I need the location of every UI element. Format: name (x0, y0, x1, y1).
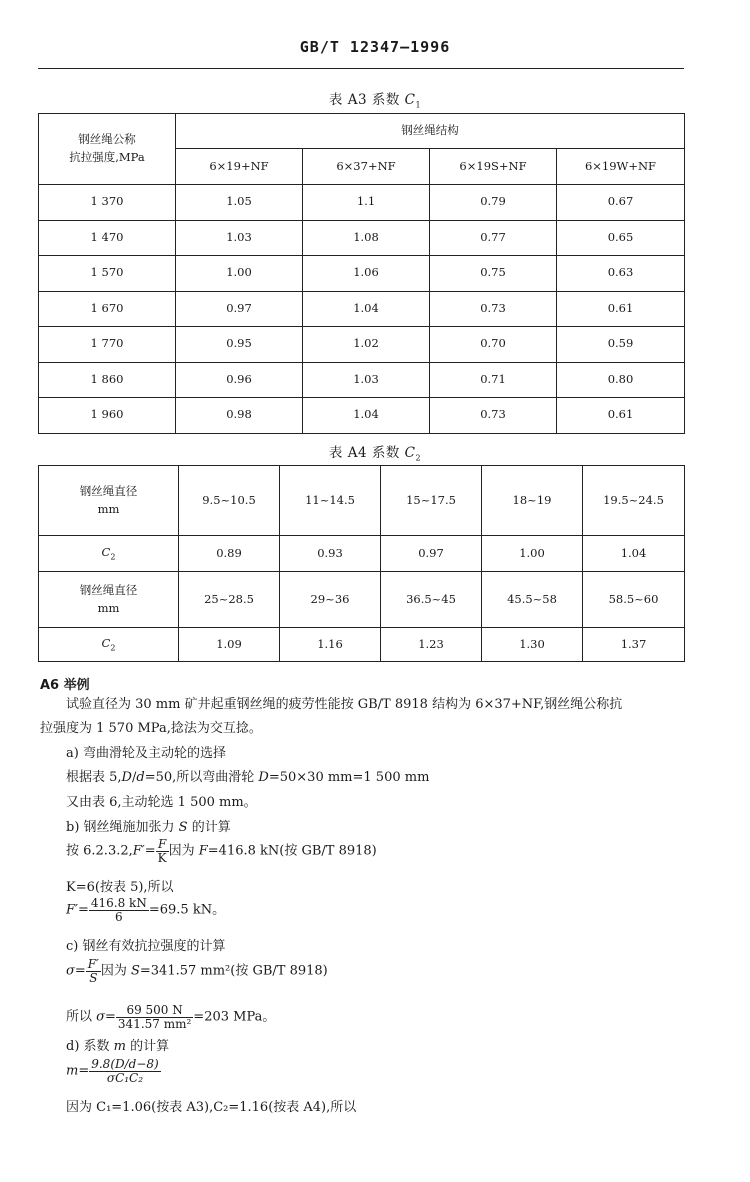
strength-cell: 1 570 (39, 256, 176, 292)
diameter-label-line1: 钢丝绳直径 (79, 582, 138, 597)
table-a3-col-header: 6×19+NF (176, 149, 303, 185)
table-a4 (38, 465, 685, 662)
example-para-line2: 拉强度为 1 570 MPa,捻法为交互捻。 (40, 721, 262, 736)
var-sigma: σ (66, 963, 75, 979)
coefficient-cell: 0.79 (430, 185, 557, 221)
step-b-line1: 按 6.2.3.2,F′= $\frac{F}{K}$ 因为 F=416.8 kN(按 GB/T 8918) (66, 837, 377, 865)
frac-den: 341.57 mm² (117, 1016, 192, 1031)
table-a3-row-header-line2: 抗拉强度,MPa (69, 150, 145, 164)
step-b-line1-post: =416.8 kN(按 GB/T 8918) (207, 843, 377, 859)
coefficient-row (39, 628, 685, 662)
table-row (39, 398, 685, 434)
section-a6-title: A6 举例 (40, 678, 90, 693)
step-a-line1-mid: =50,所以弯曲滑轮 (144, 770, 259, 785)
table-row (39, 327, 685, 363)
table-row (39, 362, 685, 398)
coefficient-cell: 0.59 (557, 327, 685, 363)
frac-den: 6 (115, 909, 123, 924)
step-c-line2-post: =203 MPa。 (193, 1009, 276, 1025)
coefficient-cell: 1.08 (303, 220, 430, 256)
var-F: F (198, 843, 208, 859)
coefficient-cell: 1.00 (176, 256, 303, 292)
header-rule (38, 68, 684, 69)
frac-num: 69 500 N (116, 1004, 193, 1018)
diameter-range-cell: 18~19 (482, 466, 583, 536)
coefficient-cell: 0.95 (176, 327, 303, 363)
table-a4-caption (0, 441, 750, 463)
strength-cell: 1 770 (39, 327, 176, 363)
var-D-over-d: D (121, 770, 132, 785)
table-row (39, 220, 685, 256)
table-a3-group-header: 钢丝绳结构 (176, 114, 685, 149)
diameter-range-cell: 29~36 (280, 572, 381, 628)
var-D: D (258, 770, 269, 785)
diameter-range-cell: 45.5~58 (482, 572, 583, 628)
diameter-range-cell: 19.5~24.5 (583, 466, 685, 536)
coefficient-cell: 1.02 (303, 327, 430, 363)
table-a3-caption-var: C (404, 92, 416, 108)
var-d: d (136, 770, 145, 785)
diameter-label-line2: mm (97, 501, 120, 516)
coefficient-cell: 0.70 (430, 327, 557, 363)
coefficient-cell: 0.80 (557, 362, 685, 398)
coefficient-cell: 1.00 (482, 536, 583, 572)
coefficient-label (39, 628, 179, 662)
diameter-range-cell: 11~14.5 (280, 466, 381, 536)
step-d-formula: m= $\frac{9.8(D/d-8)}{\text{σC₁C₂}}$ (66, 1057, 159, 1085)
var-F-prime-2: F′ (66, 902, 78, 918)
coefficient-cell: 0.73 (430, 291, 557, 327)
frac-den: σC₁C₂ (106, 1070, 144, 1085)
diameter-label-line2: mm (97, 600, 120, 615)
coefficient-cell: 0.63 (557, 256, 685, 292)
coefficient-cell: 1.37 (583, 628, 685, 662)
diameter-range-cell: 15~17.5 (381, 466, 482, 536)
coefficient-var: C (101, 544, 111, 559)
coefficient-cell: 0.98 (176, 398, 303, 434)
standard-header: GB/T 12347—1996 (299, 38, 451, 56)
coefficient-cell: 1.06 (303, 256, 430, 292)
step-d-title (66, 1040, 169, 1053)
step-b-line1-mid: 因为 (168, 843, 199, 859)
table-a3 (38, 113, 685, 434)
var-sigma-2: σ (96, 1009, 106, 1025)
var-S: S (130, 963, 140, 979)
coefficient-cell: 1.04 (583, 536, 685, 572)
table-a3-col-header: 6×19W+NF (557, 149, 685, 185)
coefficient-cell: 0.61 (557, 291, 685, 327)
frac-num: F (156, 838, 169, 852)
strength-cell: 1 370 (39, 185, 176, 221)
table-a4-caption-sub: 2 (415, 453, 422, 463)
coefficient-cell: 1.04 (303, 398, 430, 434)
diameter-label (39, 466, 179, 536)
coefficient-cell: 0.61 (557, 398, 685, 434)
step-b-line1-pre: 按 6.2.3.2, (66, 843, 133, 859)
frac-num: F′ (87, 957, 99, 971)
step-c-line2-pre: 所以 (66, 1009, 97, 1025)
var-m: m (66, 1063, 79, 1079)
step-c-line1-post: =341.57 mm²(按 GB/T 8918) (139, 963, 328, 979)
frac-den: K (157, 850, 167, 865)
coefficient-cell: 1.03 (303, 362, 430, 398)
step-d-title-post: 的计算 (126, 1039, 170, 1054)
step-b-title-pre: b) 钢丝绳施加张力 (66, 820, 179, 835)
coefficient-cell: 0.97 (381, 536, 482, 572)
step-a-line1: 根据表 5,D/d=50,所以弯曲滑轮 D=50×30 mm=1 500 mm (66, 770, 430, 785)
var-F-prime: F′ (132, 843, 145, 859)
step-b-title-post: 的计算 (187, 820, 231, 835)
strength-cell: 1 960 (39, 398, 176, 434)
table-a3-col-header: 6×37+NF (303, 149, 430, 185)
diameter-range-cell: 36.5~45 (381, 572, 482, 628)
fraction-m (89, 1058, 160, 1084)
table-row (39, 291, 685, 327)
step-a-line1-pre: 根据表 5, (66, 770, 122, 785)
step-a-line2: 又由表 6,主动轮选 1 500 mm。 (66, 795, 257, 810)
step-b-title (66, 821, 231, 834)
table-a4-caption-text: 表 A4 系数 (328, 445, 405, 461)
table-a3-row-header (39, 114, 176, 185)
diameter-range-cell: 9.5~10.5 (179, 466, 280, 536)
diameter-range-cell: 58.5~60 (583, 572, 685, 628)
coefficient-cell: 0.71 (430, 362, 557, 398)
diameter-label-line1: 钢丝绳直径 (79, 483, 138, 498)
coefficient-cell: 1.04 (303, 291, 430, 327)
table-a3-caption (0, 88, 750, 110)
step-c-line2: 所以 σ= $\frac{69 500 N}{\text{341.57 mm²}}$ =203 MPa。 (66, 1003, 276, 1031)
step-c-line1: σ= $\frac{F'}{S}$ 因为 S=341.57 mm²(按 GB/T 8918) (66, 957, 328, 985)
diameter-row (39, 466, 685, 536)
step-b-line3-post: =69.5 kN。 (148, 902, 226, 918)
step-a-title: a) 弯曲滑轮及主动轮的选择 (66, 746, 226, 761)
coefficient-cell: 1.05 (176, 185, 303, 221)
coefficient-cell: 0.75 (430, 256, 557, 292)
step-c-title: c) 钢丝有效抗拉强度的计算 (66, 939, 226, 954)
table-a3-caption-text: 表 A3 系数 (328, 92, 405, 108)
coefficient-cell: 1.30 (482, 628, 583, 662)
coefficient-sub: 2 (110, 642, 116, 652)
table-a3-caption-sub: 1 (415, 100, 422, 110)
strength-cell: 1 860 (39, 362, 176, 398)
coefficient-cell: 1.03 (176, 220, 303, 256)
table-row (39, 185, 685, 221)
step-a-line1-post: =50×30 mm=1 500 mm (268, 770, 430, 785)
coefficient-row (39, 536, 685, 572)
coefficient-cell: 0.77 (430, 220, 557, 256)
table-a3-col-header: 6×19S+NF (430, 149, 557, 185)
step-c-line1-mid: 因为 (100, 963, 131, 979)
coefficient-cell: 0.93 (280, 536, 381, 572)
coefficient-cell: 1.23 (381, 628, 482, 662)
frac-num: 416.8 kN (90, 896, 147, 910)
step-b-line2: K=6(按表 5),所以 (66, 880, 174, 895)
final-line: 因为 C₁=1.06(按表 A3),C₂=1.16(按表 A4),所以 (66, 1100, 357, 1115)
diameter-row (39, 572, 685, 628)
coefficient-cell: 0.97 (176, 291, 303, 327)
strength-cell: 1 670 (39, 291, 176, 327)
coefficient-cell: 0.89 (179, 536, 280, 572)
fraction-F-over-S (86, 958, 101, 984)
coefficient-cell: 1.16 (280, 628, 381, 662)
diameter-label (39, 572, 179, 628)
coefficient-var: C (101, 635, 111, 650)
table-a3-row-header-line1: 钢丝绳公称 (78, 132, 136, 147)
coefficient-sub: 2 (110, 551, 116, 561)
table-a4-caption-var: C (404, 445, 416, 461)
fraction-F-over-K (156, 838, 169, 864)
coefficient-label (39, 536, 179, 572)
frac-den: S (89, 970, 98, 985)
coefficient-cell: 0.67 (557, 185, 685, 221)
coefficient-cell: 0.96 (176, 362, 303, 398)
step-b-title-var: S (178, 820, 188, 835)
step-d-title-var: m (113, 1039, 126, 1054)
coefficient-cell: 0.65 (557, 220, 685, 256)
coefficient-cell: 0.73 (430, 398, 557, 434)
example-para-line1: 试验直径为 30 mm 矿井起重钢丝绳的疲劳性能按 GB/T 8918 结构为 6×37+NF,钢丝绳公称抗 (66, 697, 623, 712)
step-d-title-pre: d) 系数 (66, 1039, 114, 1054)
fraction-69500-over-area (116, 1004, 193, 1030)
step-b-line3: F′= $\frac{416.8 kN}{6}$ =69.5 kN。 (66, 896, 226, 924)
coefficient-cell: 1.1 (303, 185, 430, 221)
coefficient-cell: 1.09 (179, 628, 280, 662)
diameter-range-cell: 25~28.5 (179, 572, 280, 628)
frac-num: 9.8(D/d−8) (91, 1057, 159, 1071)
fraction-416-over-6 (89, 897, 149, 923)
table-row (39, 256, 685, 292)
strength-cell: 1 470 (39, 220, 176, 256)
